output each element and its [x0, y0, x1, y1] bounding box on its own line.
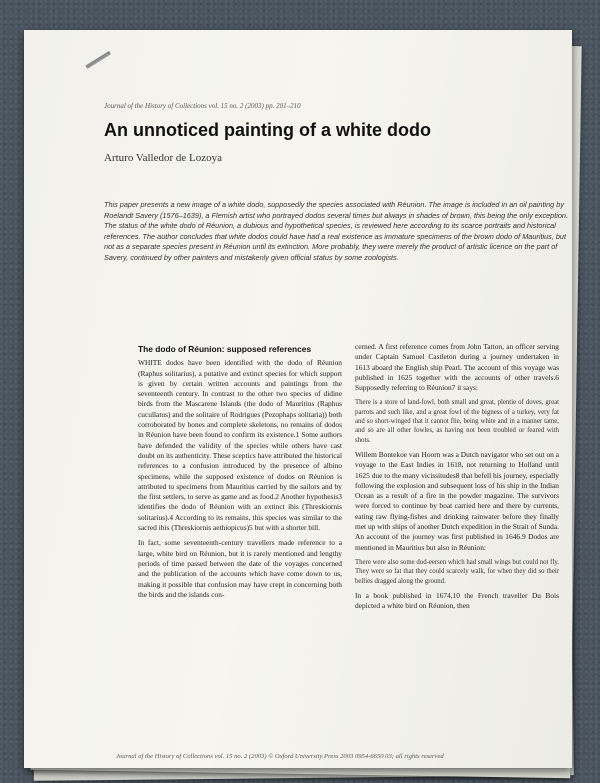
article-author: Arturo Valledor de Lozoya: [104, 152, 223, 164]
printed-article-page: [24, 30, 572, 768]
paragraph: WHITE dodos have been identified with the dodo of Réunion (Raphus solitarius), a putative and extinct species for which support is given by certain written accounts and paintings from the seventeenth century. In contrast to the other two species of didine birds from the Mascarene Islands (the dodo of Mauritius (Raphus cucullatus) and the solitaire of Rodrigues (Pezophaps solitaria)) both corroborated by bones and complete skeletons, no remains of dodos in Réunion have been found to confirm its existence.1 Some authors have defended the validity of the species while others have cast doubt on its authenticity. These sceptics have attributed the historical references to a confusion introduced by the presence of albino specimens, while the supposed existence of dodos on Réunion is attributed to specimens from Mauritius carried by the sailors and by the first settlers, to serve as game and as food.2 Another hypothesis3 identifies the dodo of Réunion with an extinct ibis (Threskiornis solitarius).4 According to its remains, this species was similar to the sacred ibis (Threskiornis aethiopicus)5 but with a shorter bill.: [138, 358, 342, 533]
paragraph: cerned. A first reference comes from John Tatton, an officer serving under Captain Samuel Castleton during a journey undertaken in 1613 aboard the English ship Pearl. The account of this voyage was published in 1625 together with the accounts of other travels.6 Supposedly referring to Réunion7 it says:: [355, 342, 559, 393]
paragraph: In a book published in 1674,10 the French traveller Du Bois depicted a white bird on Réunion, then: [355, 590, 559, 611]
running-head: Journal of the History of Collections vol. 15 no. 2 (2003) pp. 201–210: [104, 102, 301, 110]
page-footer: Journal of the History of Collections vol. 15 no. 2 (2003) © Oxford University Press 2003 0954-6650 03; all rights reserved: [116, 753, 444, 760]
right-column: [355, 342, 559, 616]
article-title: An unnoticed painting of a white dodo: [104, 120, 431, 140]
article-abstract: This paper presents a new image of a white dodo, supposedly the species associated with Réunion. The image is included in an oil painting by Roelandt Savery (1576–1639), a Flemish artist who portrayed dodos several times but always in shades of brown, this being the only exception. The status of the white dodo of Réunion, a dubious and hypothetical species, is reviewed here according to its scarce portraits and historical references. The author concludes that white dodos could have had a real existence as immature specimens of the brown dodo of Mauritius, but not as a separate species present in Réunion until its extinction. More probably, they were merely the product of artistic licence on the part of Savery, continued by other painters and mistakenly given official status by some zoologists.: [104, 200, 569, 262]
left-column: [138, 344, 342, 605]
paragraph: Willem Bontekoe van Hoorn was a Dutch navigator who set out on a voyage to the East Indies in 1618, not returning to Holland until 1625 due to the many vicissitudes8 that befell his journey, especially following the explosion and subsequent loss of his ship in the Indian Ocean as a result of a fire in the powder magazine. The survivors were forced to continue by boat carried here and there by currents, eating raw flying-fishes and drinking rainwater before they finally met up with ships of another Dutch expedition in the Strait of Sunda. An account of the journey was first published in 1646.9 Dodos are mentioned in Mauritius but also in Réunion:: [355, 449, 559, 552]
staple-icon: [85, 51, 110, 68]
paragraph: In fact, some seventeenth-century travellers made reference to a large, white bird on Réunion, but it is rarely mentioned and lengthy periods of time passed between the date of the voyages concerned and the publication of the accounts which have come down to us, making it possible that confusion may have crept in concerning both the birds and the islands con-: [138, 538, 342, 599]
section-heading: The dodo of Réunion: supposed references: [138, 344, 312, 354]
block-quote: There is a store of land-fowl, both small and great, plentie of doves, great parrots and such like, and a great fowl of the bigness of a turkey, very fat and so short-winged that it cannot flie, being white and in a manner tame, and so are all other fowles, as having not been troubled or feared with shots.: [355, 399, 559, 444]
block-quote: There were also some dod-eersen which had small wings but could not fly. They were so fat that they could scarcely walk, for when they did so their bellies dragged along the ground.: [355, 558, 559, 585]
